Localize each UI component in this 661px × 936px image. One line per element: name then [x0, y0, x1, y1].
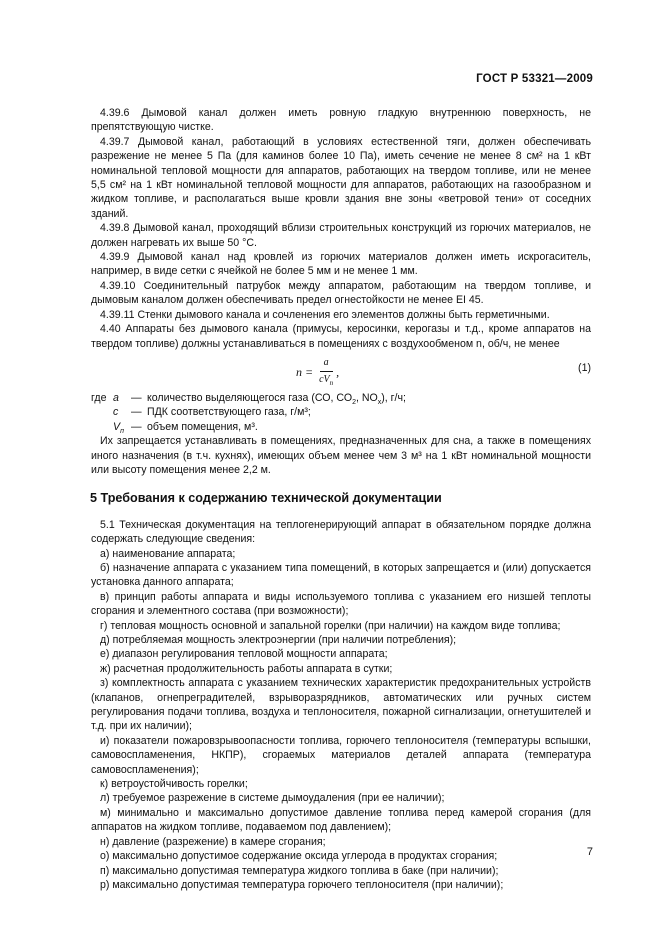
definition-spacer — [91, 420, 113, 434]
formula-denominator-base: cV — [319, 374, 330, 386]
paragraph-5-1: 5.1 Техническая документация на теплогенерирующий аппарат в обязательном порядке должна содержать следующие сведения: — [91, 518, 591, 546]
list-item-v: в) принцип работы аппарата и виды используемого топлива с указанием его низшей теплоты сгорания и элементного состава (при возможности); — [91, 590, 591, 618]
definition-symbol-c: c — [113, 406, 119, 419]
formula-number: (1) — [578, 361, 591, 374]
definition-text-a — [147, 391, 591, 405]
list-item-i: и) показатели пожаровзрывоопасности топлива, горючего теплоносителя (температуры вспышки, самовоспламенения, НКПР), сгораемых материалов деталей аппарата (температура самовоспламенения); — [91, 734, 591, 776]
formula-1 — [91, 353, 591, 389]
definition-c — [91, 405, 591, 419]
list-item-b: б) назначение аппарата с указанием типа помещений, в которых запрещается и (или) допускается установка данного аппарата; — [91, 561, 591, 589]
document-header: ГОСТ Р 53321—2009 — [476, 73, 593, 85]
definition-text-c: ПДК соответствующего газа, г/м³; — [147, 406, 311, 419]
definition-a — [91, 391, 591, 405]
list-item-l: л) требуемое разрежение в системе дымоудаления (при ее наличии); — [100, 792, 445, 805]
formula-fraction — [319, 356, 333, 388]
definition-where: где — [91, 391, 107, 404]
definition-a-part-3: ), г/ч; — [381, 391, 406, 404]
formula-numerator: a — [320, 356, 333, 372]
definition-v-subscript: п — [120, 427, 124, 435]
list-item-g: г) тепловая мощность основной и запальной горелки (при наличии) на каждом виде топлива; — [100, 619, 561, 632]
list-item-zh: ж) расчетная продолжительность работы аппарата в сутки; — [100, 662, 393, 675]
definition-symbol-a: a — [113, 391, 119, 404]
formula-expression — [296, 356, 339, 388]
definition-v — [91, 420, 591, 434]
definition-symbol-v — [113, 420, 131, 434]
definition-dash: — — [131, 391, 142, 404]
paragraph-restriction: Их запрещается устанавливать в помещениях, предназначенных для сна, а также в помещениях иного назначения (в т.ч. кухнях), имеющих объем менее чем 3 м³ на 1 кВт номинальной мощности или высоту помещения менее 2,2 м. — [91, 435, 591, 476]
definition-v-base: V — [113, 420, 121, 433]
formula-denominator-subscript: п — [329, 379, 334, 388]
list-item-k: к) ветроустойчивость горелки; — [100, 778, 248, 791]
list-item-r: р) максимально допустимая температура горючего теплоносителя (при наличии); — [100, 878, 504, 891]
paragraph-4-40: 4.40 Аппараты без дымового канала (примусы, керосинки, керогазы и т.д., кроме аппаратов на твердом топливе) должны устанавливаться в помещениях с воздухообменом n, об/ч, не менее — [91, 323, 591, 350]
definition-dash: — — [131, 420, 142, 433]
definition-dash: — — [131, 406, 142, 419]
definition-a-part-1: количество выделяющегося газа (СО, СО — [147, 391, 353, 404]
paragraph-4-39-9: 4.39.9 Дымовой канал над кровлей из горючих материалов должен иметь искрогаситель, например, в виде сетки с ячейкой не более 5 мм и не менее 1 мм. — [91, 251, 591, 278]
page-number: 7 — [586, 846, 593, 858]
paragraph-4-39-6: 4.39.6 Дымовой канал должен иметь ровную гладкую внутреннюю поверхность, не препятствующую чистке. — [91, 107, 591, 134]
paragraph-4-39-10: 4.39.10 Соединительный патрубок между аппаратом, работающим на твердом топливе, и дымовым каналом должен обеспечивать предел огнестойкости не менее EI 45. — [91, 279, 591, 307]
list-item-m: м) минимально и максимально допустимое давление топлива перед камерой сгорания (для аппаратов на жидком топливе, подаваемом под давлением); — [91, 806, 591, 834]
list-item-o: о) максимально допустимое содержание оксида углерода в продуктах сгорания; — [100, 850, 498, 863]
page-content — [91, 106, 591, 892]
list-item-a: а) наименование аппарата; — [100, 547, 236, 560]
definition-spacer — [91, 405, 113, 419]
list-item-z: з) комплектность аппарата с указанием технических характеристик предохранительных устройств (клапанов, огнепреградителей, взрыворазрядников, автоматических или ручных систем регулирования подачи топлива, воздуха и теплоносителя, пожарной сигнализации, огнетушителей и т.д. при их наличии); — [91, 677, 591, 733]
paragraph-4-39-7: 4.39.7 Дымовой канал, работающий в условиях естественной тяги, должен обеспечивать разрежение не менее 5 Па (для каминов более 10 Па), иметь сечение не менее 8 см² на 1 кВт номинальной тепловой мощности для аппаратов, работающих на твердом топливе, или не менее 5,5 см² на 1 кВт номинальной тепловой мощности для аппаратов, работающих на газообразном и жидком топливе, и располагаться выше кровли здания вне зоны «ветровой тени» от соседних зданий. — [91, 135, 591, 220]
list-item-p: п) максимально допустимая температура жидкого топлива в баке (при наличии); — [100, 864, 499, 877]
formula-comma: , — [336, 364, 340, 379]
list-item-e: е) диапазон регулирования тепловой мощности аппарата; — [100, 648, 388, 661]
list-item-d: д) потребляемая мощность электроэнергии (при наличии потребления); — [100, 634, 457, 646]
paragraph-4-39-11: 4.39.11 Стенки дымового канала и сочленения его элементов должны быть герметичными. — [100, 308, 550, 321]
definition-text-v: объем помещения, м³. — [147, 420, 258, 433]
definition-a-part-2: , NO — [355, 391, 378, 404]
formula-lhs: n = — [296, 364, 314, 379]
section-5-title: 5 Требования к содержанию технической документации — [90, 491, 442, 506]
paragraph-4-39-8: 4.39.8 Дымовой канал, проходящий вблизи строительных конструкций из горючих материалов, не должен нагревать их выше 50 °С. — [91, 222, 591, 249]
definition-a-subscript-x: x — [377, 399, 382, 407]
definition-a-subscript-2: 2 — [352, 399, 356, 407]
list-item-n: н) давление (разрежение) в камере сгорания; — [100, 835, 326, 848]
formula-denominator — [319, 372, 333, 387]
